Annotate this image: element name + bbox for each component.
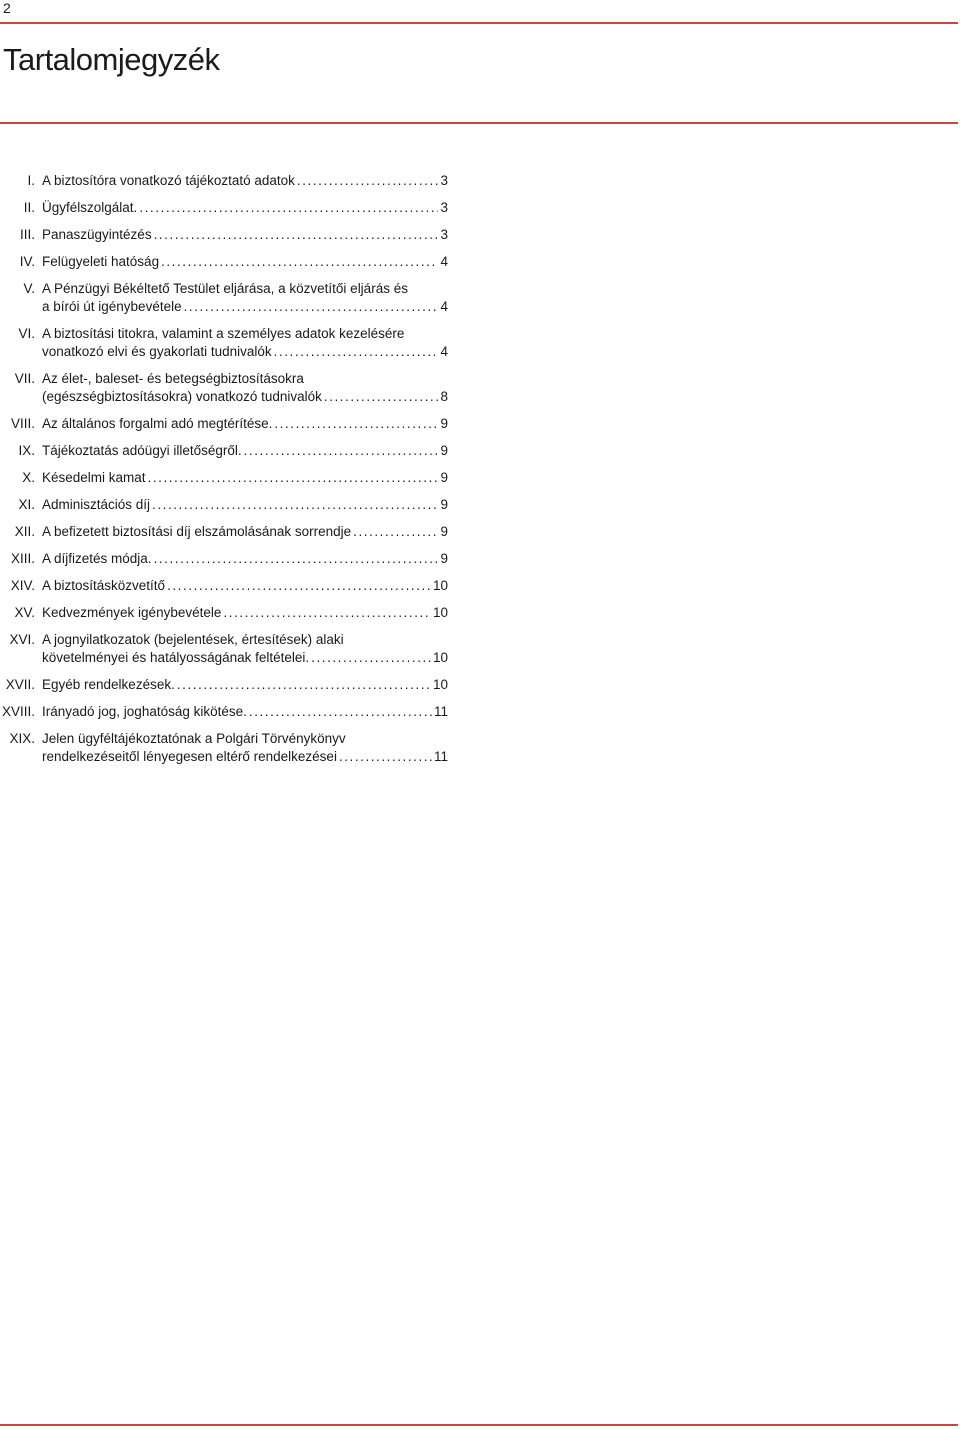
toc-entry-number: XIX.: [9, 731, 35, 746]
dot-leader: [244, 442, 439, 460]
toc-entry-title: A biztosítóra vonatkozó tájékoztató adatok: [42, 173, 295, 188]
toc-entry-number: VIII.: [10, 416, 35, 431]
dot-leader: [274, 415, 438, 433]
toc-entry-number: VII.: [14, 371, 35, 386]
toc-entry-number: VI.: [18, 326, 35, 341]
toc-entry-page: 4: [440, 254, 448, 269]
toc-entry-body: [42, 370, 448, 406]
toc-entry-title-row: [42, 253, 448, 271]
toc-entry-number: II.: [23, 200, 35, 215]
toc-entry-body: [42, 415, 448, 433]
toc-entry-page: 4: [440, 344, 448, 359]
toc-entry-page: 9: [440, 443, 448, 458]
dot-leader: [148, 469, 439, 487]
toc-entry-page: 11: [433, 704, 448, 719]
dot-leader: [167, 577, 431, 595]
toc-entry-page: 9: [440, 497, 448, 512]
toc-entry-title: Irányadó jog, joghatóság kikötése.: [42, 704, 247, 719]
toc-entry-number: XVII.: [5, 677, 35, 692]
toc-entry-title-row: [42, 226, 448, 244]
toc-entry-title-line: A jognyilatkozatok (bejelentések, értesítések) alaki: [42, 632, 344, 647]
toc-entry-number: X.: [22, 470, 35, 485]
toc-entry-title-row: [42, 172, 448, 190]
toc-entry-page: 3: [440, 200, 448, 215]
toc-entry-title: A befizetett biztosítási díj elszámolásának sorrendje: [42, 524, 352, 539]
toc-entry-page: 3: [440, 173, 448, 188]
dot-leader: [339, 748, 432, 766]
toc-entry-number: XIII.: [10, 551, 35, 566]
title-divider: [0, 122, 958, 124]
toc-entry-page: 10: [432, 677, 448, 692]
toc-entry-page: 9: [440, 551, 448, 566]
toc-entry-page: 4: [440, 299, 448, 314]
toc-entry-number: I.: [27, 173, 35, 188]
toc-entry-page: 10: [432, 605, 448, 620]
toc-entry-title-line: A Pénzügyi Békéltető Testület eljárása, a közvetítői eljárás és: [42, 281, 408, 296]
toc-entry-body: [42, 226, 448, 244]
toc-entry-body: [42, 703, 448, 721]
dot-leader: [353, 523, 438, 541]
dot-leader: [161, 253, 438, 271]
toc-entry-body: [42, 676, 448, 694]
toc-entry-number: XV.: [14, 605, 35, 620]
toc-entry-title: Az általános forgalmi adó megtérítése.: [42, 416, 273, 431]
toc-entry-number: XI.: [18, 497, 35, 512]
toc-entry-number: V.: [23, 281, 35, 296]
toc-entry-title: (egészségbiztosításokra) vonatkozó tudnivalók: [42, 389, 322, 404]
toc-entry-title: a bírói út igénybevétele: [42, 299, 182, 314]
dot-leader: [297, 172, 439, 190]
toc-entry-title-row: [42, 649, 448, 667]
toc-entry-body: [42, 280, 448, 316]
toc-entry-title: követelményei és hatályosságának feltételei.: [42, 650, 310, 665]
toc-entry-title-line: Az élet-, baleset- és betegségbiztosításokra: [42, 371, 304, 386]
toc-entry-body: [42, 469, 448, 487]
toc-entry-page: 8: [440, 389, 448, 404]
toc-entry-title-row: [42, 442, 448, 460]
toc-entry-title-row: [42, 523, 448, 541]
toc-entry-title: Késedelmi kamat: [42, 470, 146, 485]
dot-leader: [154, 226, 439, 244]
toc-entry-body: [42, 604, 448, 622]
dot-leader: [324, 388, 439, 406]
toc-entry-title-row: [42, 343, 448, 361]
toc-entry-title: Kedvezmények igénybevétele: [42, 605, 222, 620]
page-number: 2: [3, 0, 11, 16]
toc-entry-title-row: [42, 199, 448, 217]
top-divider: [0, 22, 958, 24]
toc-entry-title-row: [42, 604, 448, 622]
toc-entry-title-row: [42, 577, 448, 595]
toc-entry-page: 10: [432, 650, 448, 665]
dot-leader: [184, 298, 439, 316]
toc-entry-body: [42, 577, 448, 595]
toc-entry-number: XII.: [14, 524, 35, 539]
toc-entry-body: [42, 172, 448, 190]
toc-entry-page: 3: [440, 227, 448, 242]
toc-entry-number: IX.: [18, 443, 35, 458]
toc-entry-title-row: [42, 298, 448, 316]
toc-entry-page: 11: [433, 749, 448, 764]
toc-entry-body: [42, 325, 448, 361]
toc-entry-page: 9: [440, 524, 448, 539]
toc-entry-title: Egyéb rendelkezések.: [42, 677, 175, 692]
toc-entry-body: [42, 496, 448, 514]
toc-entry-number: IV.: [19, 254, 35, 269]
toc-entry-number: XVIII.: [1, 704, 35, 719]
dot-leader: [154, 550, 439, 568]
toc-entry-title-row: [42, 496, 448, 514]
toc-entry-title: rendelkezéseitől lényegesen eltérő rendelkezései: [42, 749, 337, 764]
toc-entry-number: XVI.: [9, 632, 35, 647]
toc-entry-title-row: [42, 550, 448, 568]
toc-entry-title-row: [42, 415, 448, 433]
toc-entry-title-row: [42, 388, 448, 406]
bottom-divider: [0, 1424, 958, 1426]
toc-entry-body: [42, 523, 448, 541]
toc-entry-body: [42, 253, 448, 271]
toc-entry-title-line: Jelen ügyféltájékoztatónak a Polgári Törvénykönyv: [42, 731, 346, 746]
dot-leader: [249, 703, 432, 721]
toc-entry-page: 9: [440, 416, 448, 431]
toc-entry-title-line: A biztosítási titokra, valamint a személyes adatok kezelésére: [42, 326, 405, 341]
toc-entry-number: XIV.: [10, 578, 35, 593]
dot-leader: [223, 604, 431, 622]
toc-entry-title: Ügyfélszolgálat.: [42, 200, 138, 215]
toc-entry-title: Tájékoztatás adóügyi illetőségről.: [42, 443, 242, 458]
toc-entry-body: [42, 199, 448, 217]
toc-entry-body: [42, 442, 448, 460]
toc-entry-body: [42, 730, 448, 766]
dot-leader: [274, 343, 439, 361]
toc-entry-title: Felügyeleti hatóság: [42, 254, 160, 269]
toc-entry-body: [42, 631, 448, 667]
toc-entry-title: Adminisztációs díj: [42, 497, 151, 512]
dot-leader: [139, 199, 438, 217]
toc-entry-body: [42, 550, 448, 568]
toc-entry-title-row: [42, 703, 448, 721]
toc-entry-title-row: [42, 469, 448, 487]
page-title: Tartalomjegyzék: [3, 42, 220, 77]
toc-entry-title: Panaszügyintézés: [42, 227, 152, 242]
dot-leader: [311, 649, 431, 667]
dot-leader: [152, 496, 438, 514]
toc-entry-page: 9: [440, 470, 448, 485]
dot-leader: [177, 676, 431, 694]
toc-entry-title: vonatkozó elvi és gyakorlati tudnivalók: [42, 344, 272, 359]
toc-entry-title: A biztosításközvetítő: [42, 578, 166, 593]
toc-entry-number: III.: [19, 227, 35, 242]
toc-entry-title-row: [42, 748, 448, 766]
toc-entry-title-row: [42, 676, 448, 694]
toc-entry-page: 10: [432, 578, 448, 593]
toc-entry-title: A díjfizetés módja.: [42, 551, 152, 566]
